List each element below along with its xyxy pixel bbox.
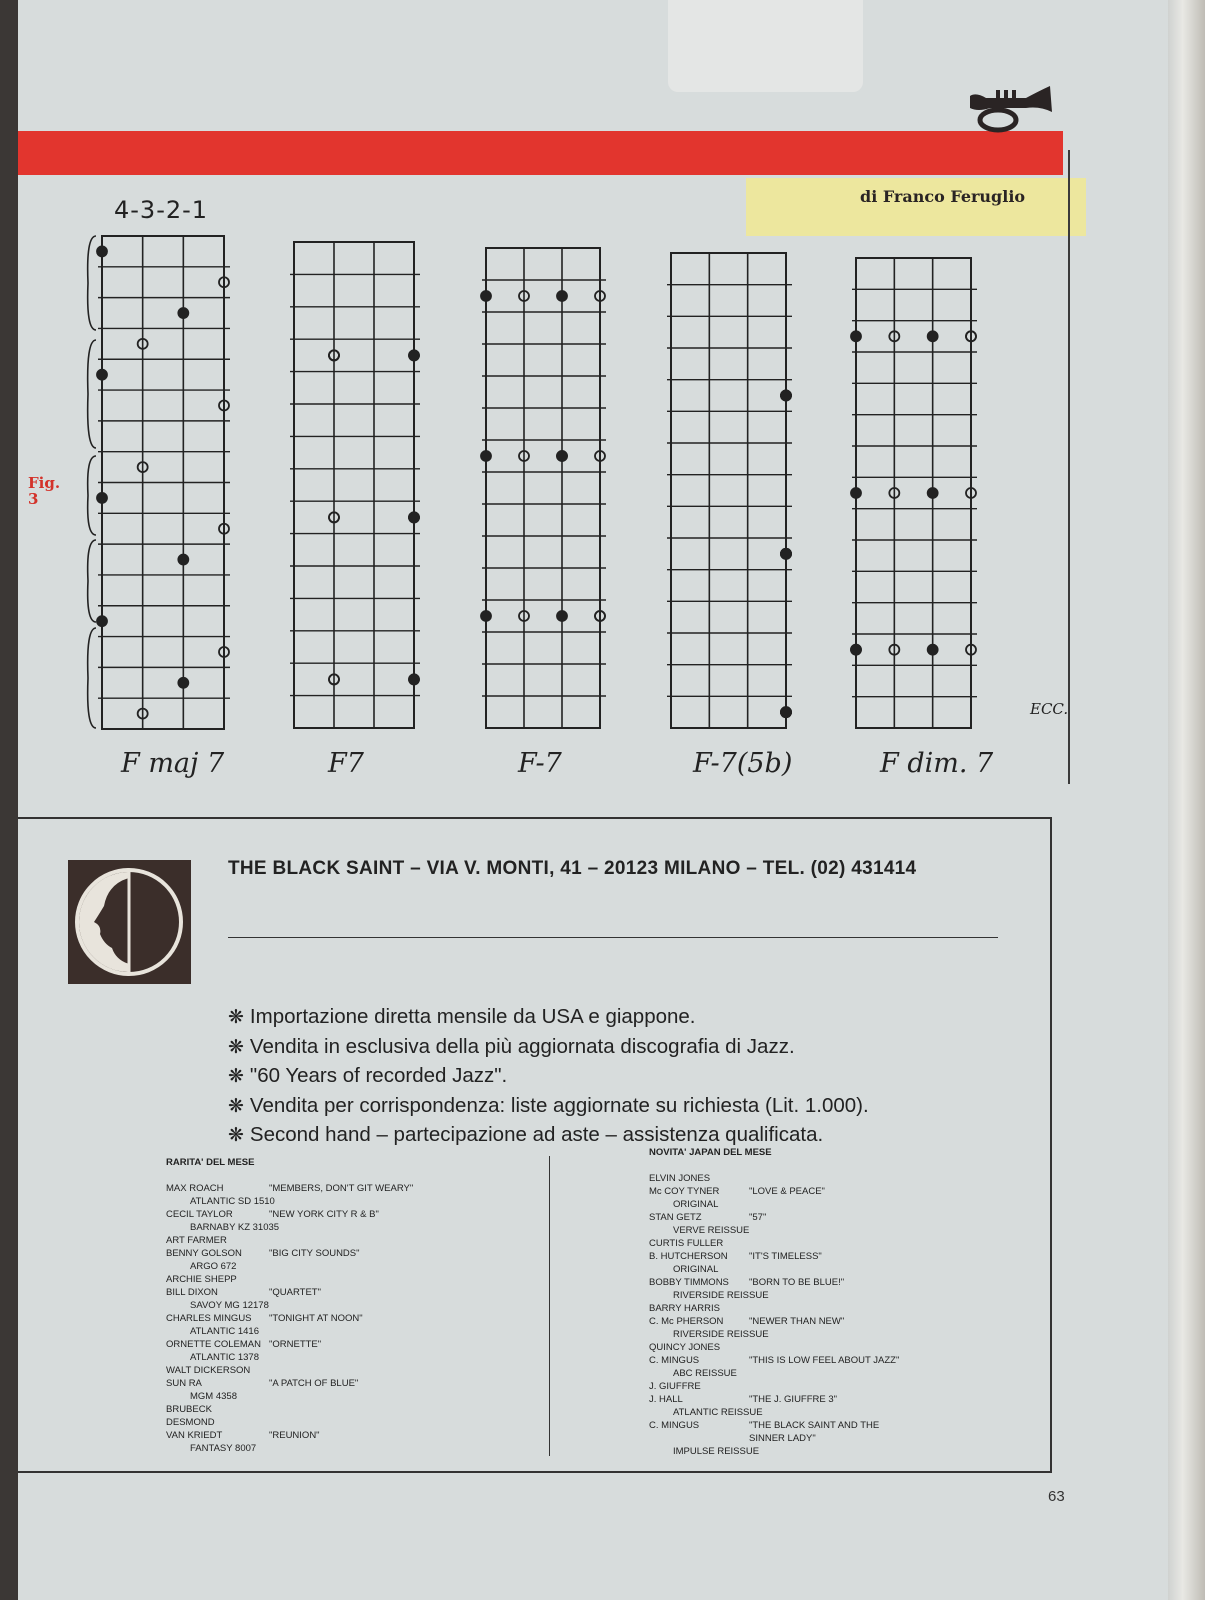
album-title: "QUARTET" <box>269 1287 321 1298</box>
fretboard-fdim7 <box>851 258 977 728</box>
novita-heading: NOVITA' JAPAN DEL MESE <box>649 1147 772 1158</box>
address-rule <box>228 937 998 938</box>
finger-dot <box>481 451 491 461</box>
artist-name: J. HALL <box>649 1394 683 1405</box>
fingering-label: 4-3-2-1 <box>114 196 209 224</box>
author-byline: di Franco Feruglio <box>860 187 1026 206</box>
list-item <box>166 1299 526 1312</box>
album-title: "MEMBERS, DON'T GIT WEARY" <box>269 1183 414 1194</box>
list-item <box>649 1315 1029 1328</box>
album-title: "57" <box>749 1212 767 1223</box>
list-item <box>649 1328 1029 1341</box>
list-item <box>166 1234 526 1247</box>
finger-dot <box>97 493 107 503</box>
label-catalog: ARGO 672 <box>190 1261 237 1272</box>
finger-dot <box>781 707 791 717</box>
finger-dot <box>851 331 861 341</box>
finger-dot <box>178 555 188 565</box>
list-item <box>649 1367 1029 1380</box>
finger-dot <box>851 488 861 498</box>
artist-name: C. MINGUS <box>649 1420 700 1431</box>
asterisk-icon: ❋ <box>228 1036 244 1058</box>
asterisk-icon: ❋ <box>228 1007 244 1028</box>
page-edge <box>1168 0 1205 1600</box>
list-item <box>649 1250 1029 1263</box>
album-title: "THE BLACK SAINT AND THE <box>749 1420 880 1431</box>
fretboard-fm7b5 <box>667 253 792 728</box>
bullet-item: ❋ Second hand – partecipazione ad aste – assistenza qualificata. <box>228 1123 824 1146</box>
album-title: "ORNETTE" <box>269 1339 322 1350</box>
label-catalog: IMPULSE REISSUE <box>673 1446 760 1457</box>
list-item <box>166 1325 526 1338</box>
novita-list <box>649 1146 1029 1458</box>
list-item <box>649 1224 1029 1237</box>
list-item <box>166 1390 526 1403</box>
asterisk-icon: ❋ <box>228 1066 244 1087</box>
list-item <box>649 1276 1029 1289</box>
list-item <box>649 1393 1029 1406</box>
label-catalog: BARNABY KZ 31035 <box>190 1222 280 1233</box>
list-item <box>649 1237 1029 1250</box>
bullet-item: ❋ Vendita per corrispondenza: liste aggiornate su richiesta (Lit. 1.000). <box>228 1093 869 1117</box>
list-item <box>649 1354 1029 1367</box>
artist-name: ARCHIE SHEPP <box>166 1274 237 1285</box>
etc-label: ECC. <box>1030 700 1069 718</box>
asterisk-icon: ❋ <box>228 1125 244 1146</box>
finger-dot <box>97 370 107 380</box>
list-item <box>649 1432 1029 1445</box>
artist-name: VAN KRIEDT <box>166 1430 223 1441</box>
list-item <box>649 1302 1029 1315</box>
label-catalog: ATLANTIC 1416 <box>190 1326 259 1337</box>
fretboard-fmaj7 <box>97 236 230 729</box>
label-catalog: ABC REISSUE <box>673 1368 737 1379</box>
list-item <box>166 1260 526 1273</box>
string-brackets <box>88 236 96 728</box>
finger-dot <box>781 391 791 401</box>
finger-dot <box>481 611 491 621</box>
label-catalog: ATLANTIC 1378 <box>190 1352 259 1363</box>
finger-dot <box>557 611 567 621</box>
finger-dot <box>409 674 419 684</box>
artist-name: QUINCY JONES <box>649 1342 721 1353</box>
bullet-item: ❋ Importazione diretta mensile da USA e giappone. <box>228 1005 696 1028</box>
list-item <box>649 1172 1029 1185</box>
bullet-item: ❋ "60 Years of recorded Jazz". <box>228 1064 508 1087</box>
artist-name: BENNY GOLSON <box>166 1248 242 1259</box>
artist-name: DESMOND <box>166 1417 215 1428</box>
artist-name: BARRY HARRIS <box>649 1303 720 1314</box>
finger-dot <box>178 678 188 688</box>
bullet-item: ❋ Vendita in esclusiva della più aggiornata discografia di Jazz. <box>228 1034 795 1058</box>
chord-name-fm7b5: F-7(5b) <box>693 748 793 779</box>
artist-name: J. GIUFFRE <box>649 1381 701 1392</box>
fretboard-fm7 <box>481 248 606 728</box>
list-item <box>649 1211 1029 1224</box>
finger-dot <box>409 512 419 522</box>
album-title: "IT'S TIMELESS" <box>749 1251 822 1262</box>
label-catalog: RIVERSIDE REISSUE <box>673 1329 769 1340</box>
artist-name: ELVIN JONES <box>649 1173 711 1184</box>
finger-dot <box>97 246 107 256</box>
label-catalog: ATLANTIC SD 1510 <box>190 1196 275 1207</box>
chord-name-fm7: F-7 <box>518 748 562 779</box>
list-item <box>166 1286 526 1299</box>
finger-dot <box>851 645 861 655</box>
list-divider <box>549 1156 550 1456</box>
finger-dot <box>557 291 567 301</box>
black-saint-logo <box>68 860 191 984</box>
finger-dot <box>97 616 107 626</box>
label-catalog: ORIGINAL <box>673 1264 719 1275</box>
artist-name: STAN GETZ <box>649 1212 702 1223</box>
ad-bullets <box>228 1003 869 1151</box>
finger-dot <box>557 451 567 461</box>
album-title: "A PATCH OF BLUE" <box>269 1378 359 1389</box>
artist-name: BRUBECK <box>166 1404 212 1415</box>
list-item <box>166 1364 526 1377</box>
list-item <box>649 1263 1029 1276</box>
finger-dot <box>178 308 188 318</box>
rarita-heading: RARITA' DEL MESE <box>166 1157 255 1168</box>
list-item <box>166 1377 526 1390</box>
list-item <box>166 1416 526 1429</box>
list-item <box>166 1247 526 1260</box>
artist-name: MAX ROACH <box>166 1183 224 1194</box>
list-item <box>166 1312 526 1325</box>
artist-name: B. HUTCHERSON <box>649 1251 728 1262</box>
list-item <box>649 1289 1029 1302</box>
list-item <box>649 1419 1029 1432</box>
list-item <box>649 1406 1029 1419</box>
artist-name: ART FARMER <box>166 1235 227 1246</box>
list-item <box>166 1221 526 1234</box>
album-title: "REUNION" <box>269 1430 320 1441</box>
label-catalog: FANTASY 8007 <box>190 1443 257 1454</box>
album-title: "THE J. GIUFFRE 3" <box>749 1394 838 1405</box>
artist-name: SUN RA <box>166 1378 202 1389</box>
album-title: "THIS IS LOW FEEL ABOUT JAZZ" <box>749 1355 900 1366</box>
chord-name-f7: F7 <box>328 748 364 779</box>
artist-name: BOBBY TIMMONS <box>649 1277 729 1288</box>
list-item <box>166 1429 526 1442</box>
figure-label: Fig. 3 <box>28 474 61 508</box>
album-title: "TONIGHT AT NOON" <box>269 1313 363 1324</box>
artist-name: CURTIS FULLER <box>649 1238 724 1249</box>
rarita-list <box>166 1156 526 1455</box>
list-item <box>166 1273 526 1286</box>
list-item <box>649 1445 1029 1458</box>
list-item <box>166 1403 526 1416</box>
chord-name-fdim7: F dim. 7 <box>880 748 994 779</box>
list-item <box>166 1351 526 1364</box>
fretboard-f7 <box>290 242 420 728</box>
ad-address: THE BLACK SAINT – VIA V. MONTI, 41 – 20123 MILANO – TEL. (02) 431414 <box>228 858 917 879</box>
album-title: "BORN TO BE BLUE!" <box>749 1277 845 1288</box>
label-catalog: ATLANTIC REISSUE <box>673 1407 763 1418</box>
artist-name: Mc COY TYNER <box>649 1186 720 1197</box>
artist-name: WALT DICKERSON <box>166 1365 251 1376</box>
magazine-page <box>18 0 1168 1600</box>
label-catalog: MGM 4358 <box>190 1391 237 1402</box>
artist-name: BILL DIXON <box>166 1287 218 1298</box>
chord-name-fmaj7: F maj 7 <box>121 748 225 779</box>
album-title: "NEWER THAN NEW" <box>749 1316 845 1327</box>
finger-dot <box>409 350 419 360</box>
label-catalog: VERVE REISSUE <box>673 1225 750 1236</box>
list-item <box>649 1198 1029 1211</box>
face-icon <box>68 860 191 984</box>
list-item <box>166 1442 526 1455</box>
label-catalog: SAVOY MG 12178 <box>190 1300 269 1311</box>
list-item <box>649 1185 1029 1198</box>
album-title: "LOVE & PEACE" <box>749 1186 825 1197</box>
album-title: SINNER LADY" <box>749 1433 816 1444</box>
list-item <box>166 1208 526 1221</box>
list-item <box>166 1338 526 1351</box>
label-catalog: ORIGINAL <box>673 1199 719 1210</box>
finger-dot <box>928 645 938 655</box>
artist-name: C. MINGUS <box>649 1355 700 1366</box>
list-item <box>649 1341 1029 1354</box>
finger-dot <box>928 331 938 341</box>
album-title: "BIG CITY SOUNDS" <box>269 1248 360 1259</box>
list-item <box>166 1182 526 1195</box>
artist-name: CHARLES MINGUS <box>166 1313 252 1324</box>
finger-dot <box>928 488 938 498</box>
label-catalog: RIVERSIDE REISSUE <box>673 1290 769 1301</box>
album-title: "NEW YORK CITY R & B" <box>269 1209 379 1220</box>
artist-name: ORNETTE COLEMAN <box>166 1339 262 1350</box>
asterisk-icon: ❋ <box>228 1095 244 1117</box>
finger-dot <box>481 291 491 301</box>
artist-name: CECIL TAYLOR <box>166 1209 233 1220</box>
artist-name: C. Mc PHERSON <box>649 1316 724 1327</box>
list-item <box>166 1195 526 1208</box>
page-number: 63 <box>1048 1488 1065 1505</box>
chord-diagrams <box>18 0 1168 800</box>
list-item <box>649 1380 1029 1393</box>
